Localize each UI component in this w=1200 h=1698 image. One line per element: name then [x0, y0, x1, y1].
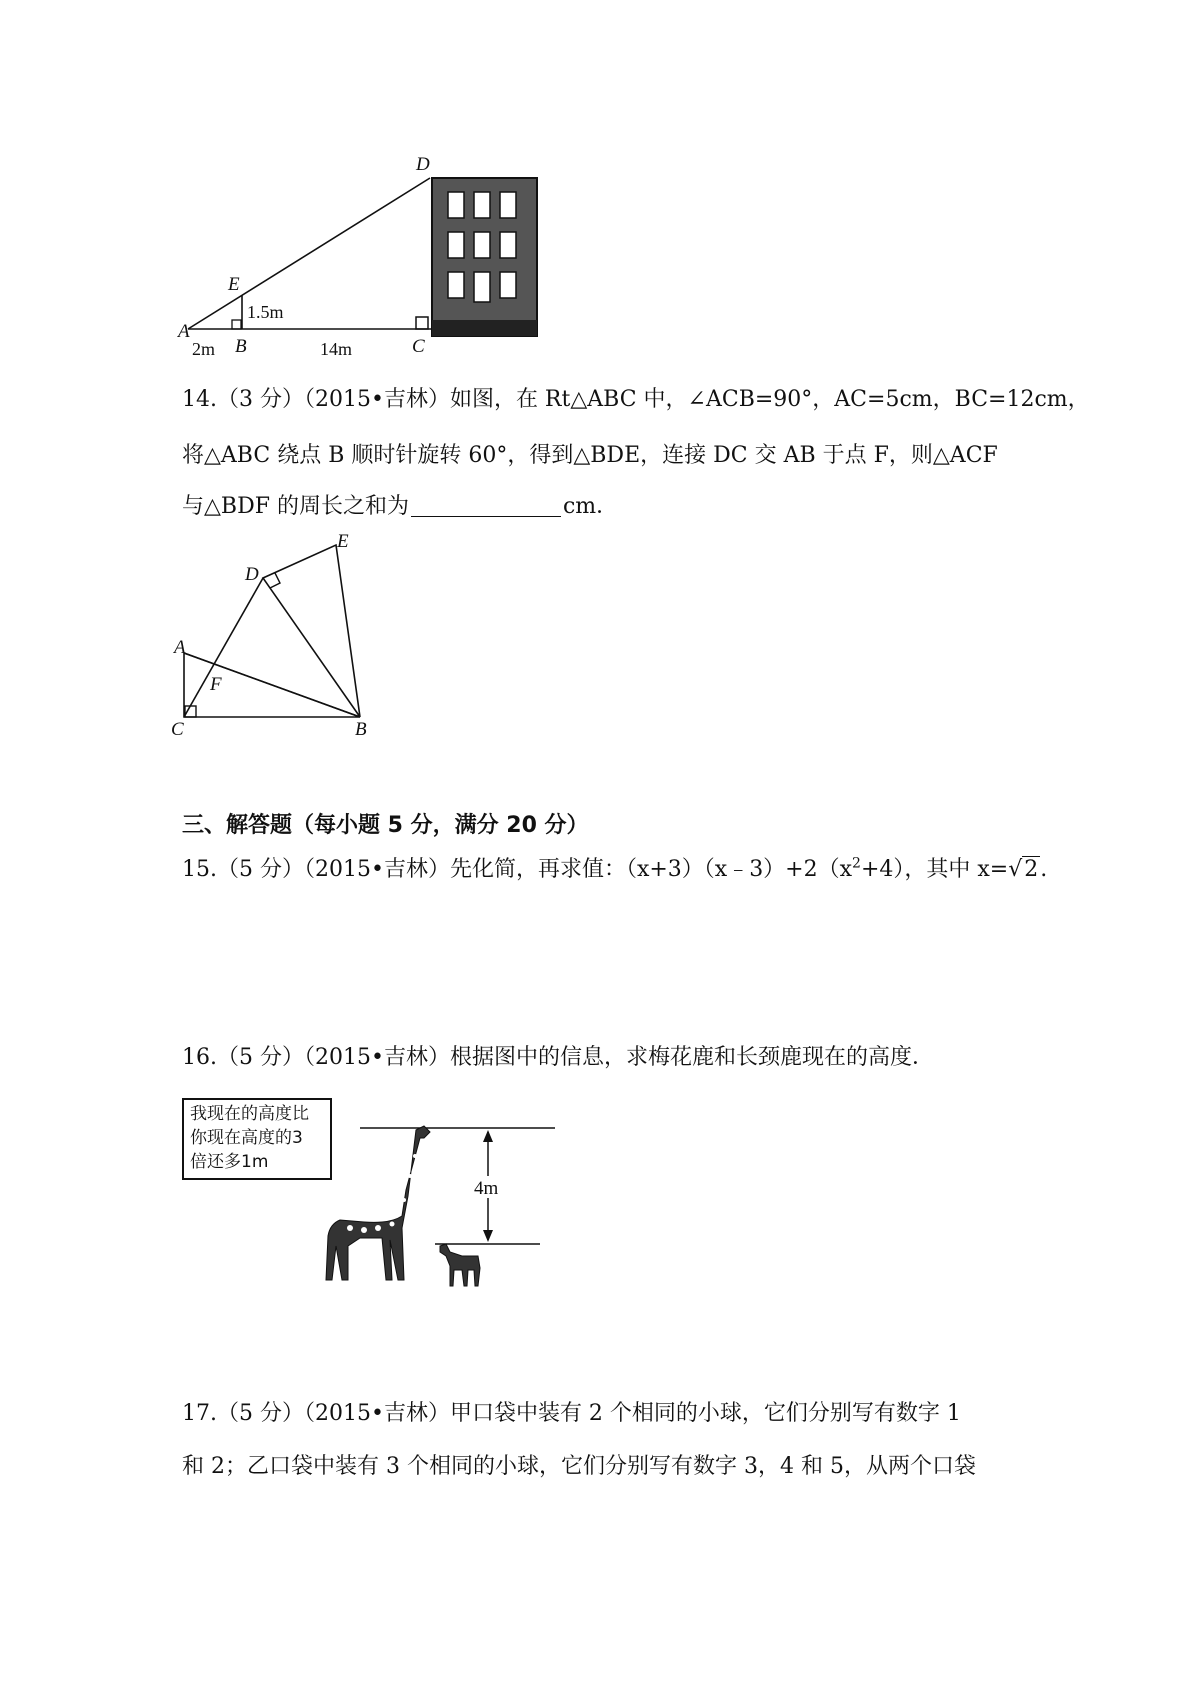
right-angle-b: [232, 320, 241, 329]
q17-line2: 和 2；乙口袋中装有 3 个相同的小球，它们分别写有数字 3，4 和 5，从两个口袋: [182, 1454, 976, 1479]
giraffe: [326, 1126, 430, 1280]
line-dc: [184, 578, 263, 717]
building-base: [432, 320, 537, 336]
sqrt-expression: [1008, 855, 1040, 885]
label-c: C: [171, 719, 184, 740]
label-c: C: [412, 336, 425, 357]
section-title: 三、解答题（每小题 5 分，满分 20 分）: [182, 813, 589, 838]
speech-line: 倍还多1m: [190, 1152, 269, 1172]
right-angle-c: [416, 317, 428, 329]
right-angle-d: [270, 573, 280, 588]
q14-line3-text: 与△BDF 的周长之和为: [182, 494, 409, 519]
label-e: E: [228, 274, 240, 295]
label-a: A: [174, 637, 186, 658]
label-d: D: [245, 564, 259, 585]
answer-blank[interactable]: [411, 494, 561, 517]
label-b: B: [235, 336, 247, 357]
height-diff-label: 4m: [474, 1178, 499, 1199]
q17-line1: 17.（5 分）（2015•吉林）甲口袋中装有 2 个相同的小球，它们分别写有数字 1: [182, 1401, 961, 1426]
q14-unit: cm．: [562, 494, 619, 519]
sqrt-radicand: 2: [1024, 857, 1039, 882]
triangle-bde: [263, 545, 360, 717]
label-e: E: [337, 531, 349, 552]
label-bc-length: 14m: [320, 339, 353, 359]
label-d: D: [416, 154, 430, 175]
q14-line2: 将△ABC 绕点 B 顺时针旋转 60°，得到△BDE，连接 DC 交 AB 于点 F，则△ACF: [182, 443, 998, 468]
q15-end: .: [1040, 857, 1048, 882]
label-f: F: [210, 674, 222, 695]
arrow-head-up: [483, 1130, 493, 1142]
q14-line3: [182, 492, 1042, 522]
building-triangle-figure: [180, 150, 540, 365]
q14-line1: 14.（3 分）（2015•吉林）如图，在 Rt△ABC 中，∠ACB=90°，AC=5cm，BC=12cm，: [182, 387, 1090, 412]
arrow-head-down: [483, 1230, 493, 1242]
q15-mid: +4），其中 x=: [860, 857, 1009, 882]
label-a: A: [178, 321, 190, 342]
q16-text: 16.（5 分）（2015•吉林）根据图中的信息，求梅花鹿和长颈鹿现在的高度．: [182, 1045, 934, 1070]
building-windows: [448, 192, 516, 302]
speech-line: 我现在的高度比: [190, 1104, 309, 1124]
deer: [440, 1244, 480, 1286]
giraffe-deer-figure: [320, 1120, 560, 1300]
sqrt-sign: √: [1008, 857, 1023, 882]
label-ab-length: 2m: [192, 339, 216, 359]
speech-line: 你现在高度的3: [190, 1128, 303, 1148]
q15-exponent: 2: [852, 855, 861, 872]
q15-text: [182, 855, 1048, 885]
speech-box: [182, 1098, 332, 1180]
label-b: B: [355, 719, 367, 740]
label-height-eb: 1.5m: [247, 302, 284, 322]
q15-pre: 15.（5 分）（2015•吉林）先化简，再求值：（x+3）（x﹣3）+2（x: [182, 857, 853, 882]
rotation-triangle-figure: [171, 531, 395, 740]
line-ad: [188, 178, 430, 329]
